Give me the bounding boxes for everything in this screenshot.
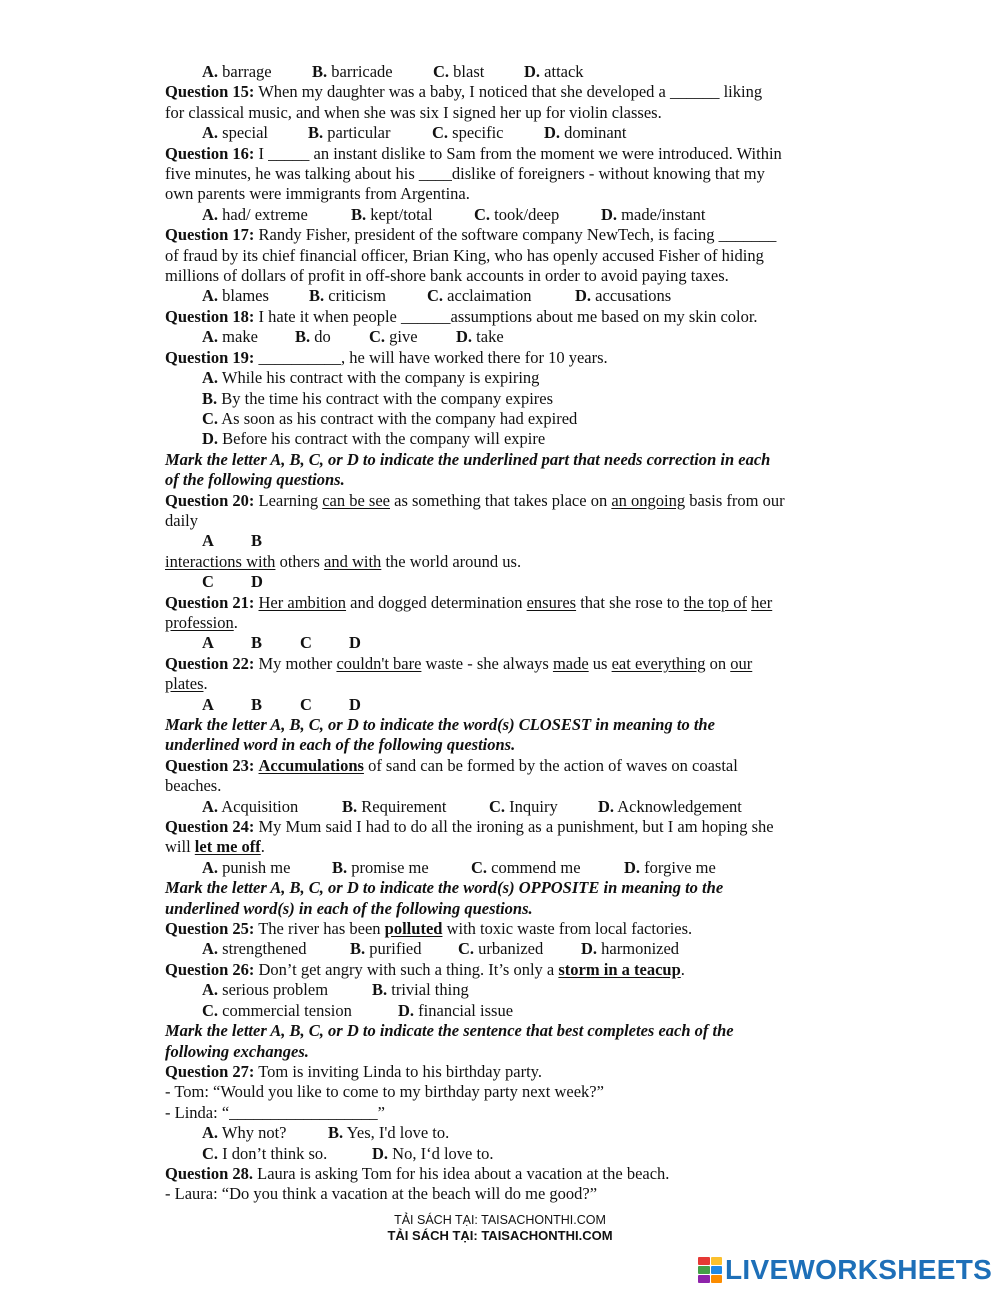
q24-option-d[interactable]: D. forgive me	[624, 857, 716, 877]
q20-part-d[interactable]: and with	[324, 551, 382, 571]
q14-option-c[interactable]: C. blast	[433, 62, 485, 81]
question-20-cont: daily	[165, 510, 198, 530]
question-17: Question 17: Randy Fisher, president of the software company NewTech, is facing _______	[165, 225, 777, 245]
q27-tom-line: - Tom: “Would you like to come to my birthday party next week?”	[165, 1082, 604, 1102]
question-26: Question 26: Don’t get angry with such a thing. It’s only a storm in a teacup.	[165, 959, 685, 979]
question-18: Question 18: I hate it when people ______assumptions about me based on my skin color.	[165, 306, 758, 326]
instruction-exchange-cont: following exchanges.	[165, 1041, 309, 1061]
q20-part-a[interactable]: can be see	[322, 490, 390, 510]
question-17-cont: of fraud by its chief financial officer, Brian King, who has openly accused Fisher of hiding	[165, 245, 764, 265]
q19-option-c[interactable]: C. As soon as his contract with the company had expired	[202, 408, 578, 428]
instruction-opposite: Mark the letter A, B, C, or D to indicate the word(s) OPPOSITE in meaning to the	[165, 878, 724, 898]
q15-option-c[interactable]: C. specific	[432, 123, 504, 143]
q18-option-d[interactable]: D. take	[456, 327, 504, 347]
q18-option-a[interactable]: A. make	[202, 327, 258, 347]
q22-part-b[interactable]: made	[552, 653, 589, 673]
question-23-cont: beaches.	[165, 776, 222, 796]
q28-laura-line: - Laura: “Do you think a vacation at the beach will do me good?”	[165, 1184, 598, 1204]
q27-option-d[interactable]: D. No, I‘d love to.	[372, 1143, 494, 1163]
q27-option-b[interactable]: B. Yes, I'd love to.	[328, 1123, 450, 1143]
q15-options	[165, 123, 845, 143]
q17-option-a[interactable]: A. blames	[202, 286, 269, 306]
q16-option-a[interactable]: A. had/ extreme	[202, 204, 308, 224]
instruction-closest: Mark the letter A, B, C, or D to indicate the word(s) CLOSEST in meaning to the	[165, 715, 715, 734]
q25-option-b[interactable]: B. purified	[350, 939, 422, 959]
q15-option-b[interactable]: B. particular	[308, 123, 391, 143]
q27-option-a[interactable]: A. Why not?	[202, 1123, 287, 1143]
question-22: Question 22: My mother couldn't bare waste - she always made us eat everything on our	[165, 653, 753, 673]
footer-line-1: TẢI SÁCH TẠI: TAISACHONTHI.COM	[394, 1213, 606, 1227]
q27-options-ab	[165, 1123, 845, 1143]
q15-option-d[interactable]: D. dominant	[544, 123, 627, 143]
q21-part-d[interactable]: her	[751, 592, 773, 612]
q16-options	[165, 205, 845, 225]
worksheet-page	[165, 62, 845, 1205]
q17-option-b[interactable]: B. criticism	[309, 286, 386, 306]
question-19: Question 19: __________, he will have worked there for 10 years.	[165, 347, 608, 367]
question-22-cont: plates.	[165, 674, 208, 694]
q22-part-d-cont[interactable]: plates	[165, 674, 204, 694]
question-17-cont2: millions of dollars of profit in off-shore bank accounts in order to avoid paying taxes.	[165, 266, 729, 286]
q26-option-d[interactable]: D. financial issue	[398, 1000, 514, 1020]
q22-part-a[interactable]: couldn't bare	[336, 653, 422, 673]
q19-option-a[interactable]: A. While his contract with the company is expiring	[202, 368, 540, 388]
brand-name: LIVEWORKSHEETS	[725, 1254, 993, 1285]
q14-option-a[interactable]: A. barrage	[202, 62, 272, 81]
q23-options	[165, 797, 845, 817]
q19-option-d[interactable]: D. Before his contract with the company will expire	[202, 429, 546, 449]
q26-option-c[interactable]: C. commercial tension	[202, 1000, 352, 1020]
q25-option-a[interactable]: A. strengthened	[202, 939, 307, 959]
question-24: Question 24: My Mum said I had to do all the ironing as a punishment, but I am hoping she	[165, 817, 774, 837]
q20-part-c[interactable]: interactions with	[165, 551, 276, 571]
q24-key-phrase: let me off	[194, 837, 261, 857]
question-16: Question 16: I _____ an instant dislike to Sam from the moment we were introduced. Within	[165, 143, 782, 163]
question-23: Question 23: Accumulations of sand can be formed by the action of waves on coastal	[165, 755, 738, 775]
q25-key-word: polluted	[384, 919, 443, 939]
q16-option-b[interactable]: B. kept/total	[351, 204, 433, 224]
q18-option-b[interactable]: B. do	[295, 327, 331, 347]
q16-option-d[interactable]: D. made/instant	[601, 204, 706, 224]
q22-part-d[interactable]: our	[730, 653, 753, 673]
q20-letters-cd: C D	[202, 572, 263, 592]
question-28: Question 28. Laura is asking Tom for his idea about a vacation at the beach.	[165, 1163, 670, 1183]
question-20-cont2: interactions with others and with the world around us.	[165, 551, 522, 571]
instruction-correction: Mark the letter A, B, C, or D to indicate the underlined part that needs correction in each	[165, 449, 771, 469]
q23-option-d[interactable]: D. Acknowledgement	[598, 796, 742, 816]
q24-option-a[interactable]: A. punish me	[202, 857, 291, 877]
q15-option-a[interactable]: A. special	[202, 123, 268, 143]
q21-letters: A B C D	[202, 633, 361, 653]
q14-option-b[interactable]: B. barricade	[312, 62, 393, 81]
q22-part-c[interactable]: eat everything	[611, 653, 706, 673]
instruction-exchange: Mark the letter A, B, C, or D to indicate the sentence that best completes each of the	[165, 1021, 734, 1041]
q22-letters: A B C D	[202, 694, 361, 714]
q27-linda-line: - Linda: “__________________”	[165, 1102, 385, 1122]
q18-options	[165, 327, 845, 347]
q26-options-cd	[165, 1001, 845, 1021]
question-21-cont: profession.	[165, 612, 238, 632]
question-21: Question 21: Her ambition and dogged determination ensures that she rose to the top of her	[165, 592, 773, 612]
question-24-cont: will let me off.	[165, 837, 265, 857]
question-15-cont: for classical music, and when she was six I signed her up for violin classes.	[165, 102, 662, 122]
q21-part-b[interactable]: ensures	[526, 592, 577, 612]
q14-options	[165, 62, 845, 82]
q17-option-c[interactable]: C. acclaimation	[427, 286, 532, 306]
q20-letters-ab: A B	[202, 531, 263, 551]
instruction-closest-cont: underlined word in each of the following questions.	[165, 735, 516, 755]
liveworksheets-icon	[698, 1257, 722, 1283]
q24-options	[165, 858, 845, 878]
q25-option-d[interactable]: D. harmonized	[581, 939, 680, 959]
q21-part-a[interactable]: Her ambition	[258, 592, 347, 612]
q14-option-d[interactable]: D. attack	[524, 62, 584, 81]
q26-option-b[interactable]: B. trivial thing	[372, 980, 469, 1000]
q18-option-c[interactable]: C. give	[369, 327, 418, 347]
question-16-cont2: own parents were immigrants from Argentina.	[165, 184, 470, 204]
question-27: Question 27: Tom is inviting Linda to his birthday party.	[165, 1061, 542, 1081]
q26-key-phrase: storm in a teacup	[558, 959, 681, 979]
q16-option-c[interactable]: C. took/deep	[474, 204, 560, 224]
q23-option-a[interactable]: A. Acquisition	[202, 796, 299, 816]
q19-option-b[interactable]: B. By the time his contract with the company expires	[202, 388, 554, 408]
q24-option-c[interactable]: C. commend me	[471, 857, 581, 877]
q17-option-d[interactable]: D. accusations	[575, 286, 672, 306]
q27-options-cd	[165, 1144, 845, 1164]
question-25: Question 25: The river has been polluted with toxic waste from local factories.	[165, 919, 693, 939]
q26-options-ab	[165, 980, 845, 1000]
q25-options	[165, 939, 845, 959]
q25-option-c[interactable]: C. urbanized	[458, 939, 544, 959]
q24-option-b[interactable]: B. promise me	[332, 857, 429, 877]
q20-part-b[interactable]: an ongoing	[611, 490, 686, 510]
q23-option-c[interactable]: C. Inquiry	[489, 796, 558, 816]
q21-part-c[interactable]: the top of	[683, 592, 748, 612]
q21-part-d-cont[interactable]: profession	[165, 612, 234, 632]
footer-line-2[interactable]: TẢI SÁCH TẠI: TAISACHONTHI.COM	[387, 1228, 613, 1243]
q27-option-c[interactable]: C. I don’t think so.	[202, 1143, 328, 1163]
instruction-opposite-cont: underlined word(s) in each of the following questions.	[165, 898, 533, 918]
q23-option-b[interactable]: B. Requirement	[342, 796, 447, 816]
q17-options	[165, 286, 845, 306]
q23-key-word: Accumulations	[258, 755, 364, 775]
question-15: Question 15: When my daughter was a baby, I noticed that she developed a ______ liking	[165, 82, 763, 102]
question-20: Question 20: Learning can be see as something that takes place on an ongoing basis from our	[165, 490, 785, 510]
question-16-cont: five minutes, he was talking about his ____dislike of foreigners - without knowing that my	[165, 164, 765, 184]
liveworksheets-logo[interactable]	[698, 1254, 998, 1286]
instruction-correction-cont: of the following questions.	[165, 470, 345, 490]
q26-option-a[interactable]: A. serious problem	[202, 980, 329, 1000]
